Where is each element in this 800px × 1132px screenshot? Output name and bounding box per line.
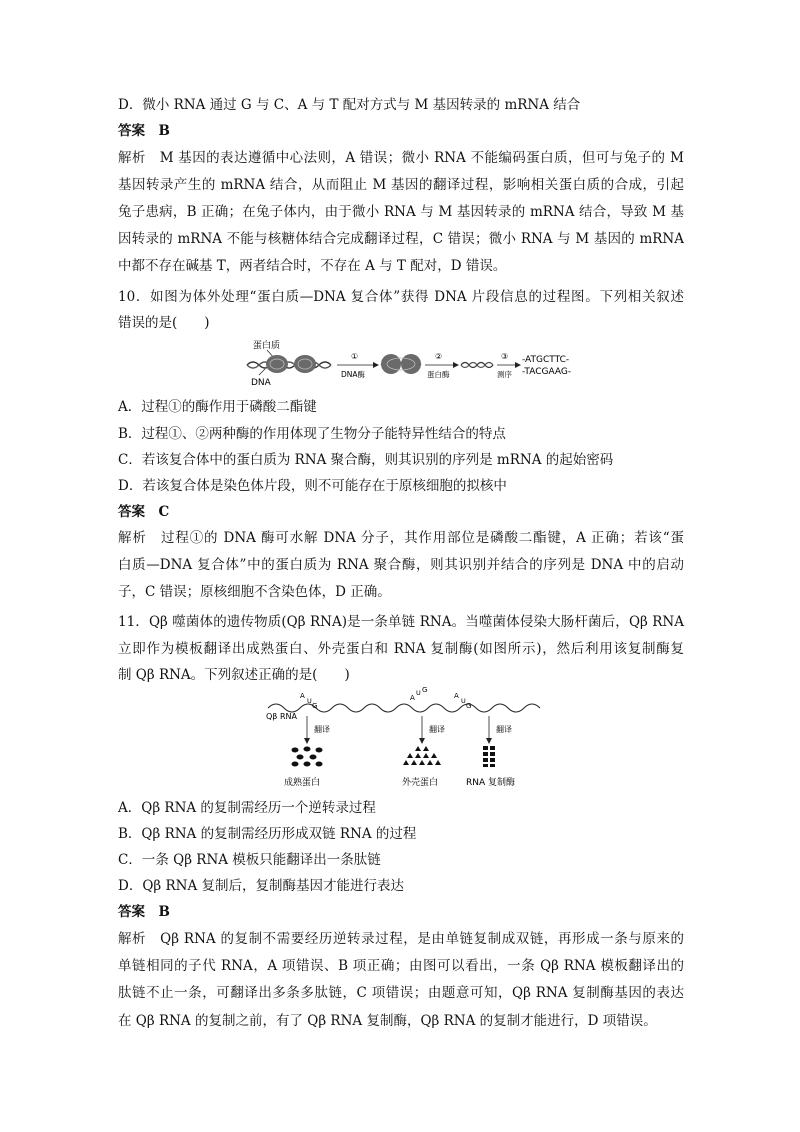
- q11-codon1-u: U: [307, 697, 312, 705]
- q9-explanation-line: 因转录的 mRNA 不能与核糖体结合完成翻译过程，C 错误；微小 RNA 与 M 基因的 mRNA: [118, 231, 684, 247]
- q10-step2-label: 蛋白酶: [427, 370, 450, 379]
- q11-explanation-line: 在 Qβ RNA 的复制之前，有了 Qβ RNA 复制酶，Qβ RNA 的复制才能进行，D 项错误。: [118, 1013, 657, 1029]
- q11-translate-arrow-1: [304, 716, 330, 744]
- q10-protected-fragment: [381, 354, 421, 374]
- q11-translate-arrow-3: [486, 716, 512, 744]
- q11-coat-protein-icon: [403, 746, 441, 765]
- q10-stem-line: 错误的是( ): [118, 315, 210, 331]
- q10-step2-number: ②: [435, 352, 443, 361]
- q10-step1-label: DNA酶: [341, 370, 366, 379]
- q11-codon1-g: G: [312, 702, 318, 710]
- q9-explanation-line: 中都不存在碱基 T，两者结合时，不存在 A 与 T 配对，D 错误。: [118, 258, 507, 274]
- q11-codon2-a: A: [410, 694, 415, 702]
- q11-stem-line: 11．Qβ 噬菌体的遗传物质(Qβ RNA)是一条单链 RNA。当噬菌体侵染大肠杆菌后，Qβ RNA: [118, 614, 684, 630]
- q9-answer: 答案 B: [118, 123, 170, 139]
- q10-protein-label: 蛋白质: [253, 341, 281, 351]
- q10-explanation-line: 子，C 错误；原核细胞不含染色体，D 正确。: [118, 584, 391, 600]
- q10-sequence-top: -ATGCTTC-: [522, 355, 570, 365]
- q11-codon3-u: U: [461, 697, 466, 705]
- q11-explanation-line: 单链相同的子代 RNA，A 项错误、B 项正确；由图可以看出，一条 Qβ RNA 模板翻译出的: [118, 958, 684, 974]
- q9-explanation-line: 兔子患病，B 正确；在兔子体内，由于微小 RNA 与 M 基因转录的 mRNA 结合，导致 M 基: [118, 204, 684, 220]
- q9-explanation-line: 基因转录产生的 mRNA 结合，从而阻止 M 基因的翻译过程，影响相关蛋白质的合成，引起: [118, 177, 684, 193]
- q10-option-a: A．过程①的酶作用于磷酸二酯键: [118, 399, 317, 415]
- q11-answer: 答案 B: [118, 904, 170, 920]
- q11-rna-label: Qβ RNA: [266, 712, 297, 721]
- q11-rna-strand: [268, 704, 540, 712]
- q11-figure-qbeta-translation: [262, 686, 552, 792]
- q10-figure-protein-dna-complex: [245, 335, 572, 391]
- q11-translate-label: 翻译: [429, 725, 445, 734]
- q11-translate-arrow-2: [419, 716, 445, 744]
- q10-step1-number: ①: [351, 352, 359, 361]
- q11-product-mature-label: 成熟蛋白: [284, 778, 321, 788]
- q11-codon3-g: G: [466, 702, 472, 710]
- q10-option-b: B．过程①、②两种酶的作用体现了生物分子能特异性结合的特点: [118, 426, 506, 442]
- q10-option-c: C．若该复合体中的蛋白质为 RNA 聚合酶，则其识别的序列是 mRNA 的起始密码: [118, 452, 614, 468]
- q10-sequence-bottom: -TACGAAG-: [522, 367, 572, 377]
- q11-explanation-line: 肽链不止一条，可翻译出多条多肽链，C 项错误；由题意可知，Qβ RNA 复制酶基因的表达: [118, 985, 684, 1001]
- q11-codon1-a: A: [300, 692, 305, 700]
- q11-translate-label: 翻译: [314, 725, 330, 734]
- q11-option-c: C．一条 Qβ RNA 模板只能翻译出一条肽链: [118, 852, 381, 868]
- q10-dna-fragment: [461, 363, 493, 368]
- q11-mature-protein-icon: [292, 747, 323, 767]
- q10-answer: 答案 C: [118, 504, 170, 520]
- q11-stem-line: 制 Qβ RNA。下列叙述正确的是( ): [118, 667, 350, 683]
- q10-stem-line: 10．如图为体外处理“蛋白质—DNA 复合体”获得 DNA 片段信息的过程图。下列相关叙述: [118, 289, 684, 305]
- q11-codon3-a: A: [454, 692, 459, 700]
- q10-step3-label: 测序: [497, 370, 512, 379]
- q11-codon2-g: G: [422, 686, 428, 694]
- q10-dna-label: DNA: [251, 378, 271, 388]
- q11-codon2-u: U: [416, 689, 421, 697]
- q9-option-d: D．微小 RNA 通过 G 与 C、A 与 T 配对方式与 M 基因转录的 mRNA 结合: [118, 97, 581, 113]
- q10-explanation-line: 白质—DNA 复合体”中的蛋白质为 RNA 聚合酶，则其识别并结合的序列是 DNA 中的启动: [118, 557, 684, 573]
- q11-replicase-icon: [483, 746, 495, 767]
- q11-product-coat-label: 外壳蛋白: [402, 778, 439, 788]
- q10-option-d: D．若该复合体是染色体片段，则不可能存在于原核细胞的拟核中: [118, 478, 507, 494]
- q11-option-a: A．Qβ RNA 的复制需经历一个逆转录过程: [118, 800, 376, 816]
- q9-explanation-line: 解析 M 基因的表达遵循中心法则，A 错误；微小 RNA 不能编码蛋白质，但可与兔子的 M: [118, 150, 684, 166]
- q11-option-d: D．Qβ RNA 复制后，复制酶基因才能进行表达: [118, 878, 405, 894]
- q10-step3-number: ③: [501, 352, 509, 361]
- q11-product-replicase-label: RNA 复制酶: [466, 778, 516, 788]
- q11-option-b: B．Qβ RNA 的复制需经历形成双链 RNA 的过程: [118, 826, 417, 842]
- q10-explanation-line: 解析 过程①的 DNA 酶可水解 DNA 分子，其作用部位是磷酸二酯键，A 正确；若该“蛋: [118, 530, 684, 546]
- q10-complex-dna-protein: [247, 355, 331, 373]
- q11-explanation-line: 解析 Qβ RNA 的复制不需要经历逆转录过程，是由单链复制成双链，再形成一条与原来的: [118, 931, 684, 947]
- q11-translate-label: 翻译: [496, 725, 512, 734]
- q11-stem-line: 立即作为模板翻译出成熟蛋白、外壳蛋白和 RNA 复制酶(如图所示)，然后利用该复制酶复: [118, 641, 684, 657]
